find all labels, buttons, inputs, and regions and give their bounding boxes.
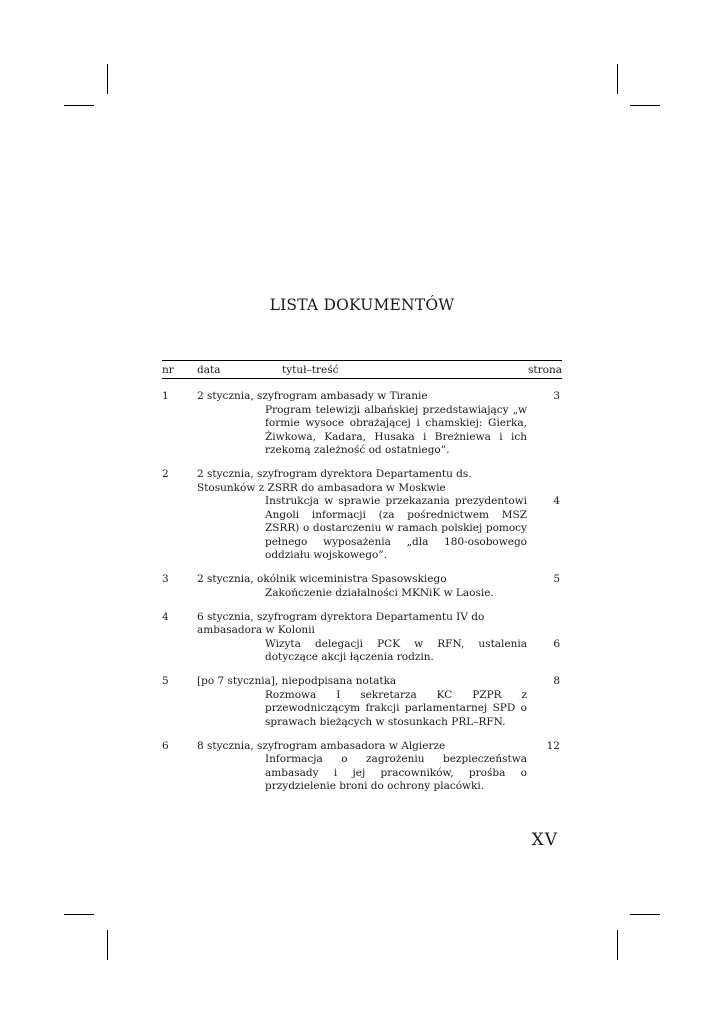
entry-content: Zakończenie działalności MKNiK w Laosie. bbox=[265, 586, 494, 599]
crop-mark bbox=[64, 914, 94, 915]
entry-page: 8 bbox=[553, 675, 560, 687]
entry-number: 3 bbox=[162, 573, 169, 585]
header-title: tytuł–treść bbox=[282, 364, 339, 376]
crop-mark bbox=[630, 914, 660, 915]
header-page: strona bbox=[528, 364, 562, 376]
entry-page: 3 bbox=[553, 390, 560, 402]
entry-date-source: 2 stycznia, okólnik wiceministra Spasowskiego bbox=[197, 573, 447, 585]
entry-page: 12 bbox=[546, 739, 560, 752]
entry-content: Wizyta delegacji PCK w RFN, ustalenia dotyczące akcji łączenia rodzin. bbox=[265, 637, 527, 663]
crop-mark bbox=[64, 105, 94, 106]
page-title: LISTA DOKUMENTÓW bbox=[269, 296, 455, 314]
entry-content: Instrukcja w sprawie przekazania prezydentowi Angoli informacji (za pośrednictwem MSZ ZSRR) o dostarczeniu w ramach polskiej pomocy pełnego wyposażenia „dla 180-osobowego oddziału wojskowego”. bbox=[265, 495, 527, 561]
header-date: data bbox=[197, 364, 221, 376]
document-entry bbox=[162, 675, 562, 729]
entry-content: Program telewizji albańskiej przedstawiający „w formie wysoce obrażającej i chamskiej: Gierka, Żiwkowa, Kadara, Husaka i Breżniewa i ich rzekomą zależność od ostatniego”. bbox=[265, 403, 527, 456]
entry-date-source: 2 stycznia, szyfrogram dyrektora Departamentu ds. Stosunków z ZSRR do ambasadora w Moskwie bbox=[197, 468, 472, 494]
crop-mark bbox=[617, 64, 618, 94]
entry-date-source: [po 7 stycznia], niepodpisana notatka bbox=[197, 675, 397, 687]
document-list bbox=[162, 390, 562, 804]
entry-date-source: 6 stycznia, szyfrogram dyrektora Departamentu IV do ambasadora w Kolonii bbox=[197, 610, 485, 636]
crop-mark bbox=[107, 64, 108, 94]
document-entry bbox=[162, 468, 562, 563]
entry-page: 6 bbox=[553, 637, 560, 650]
header-nr: nr bbox=[162, 364, 174, 376]
entry-number: 2 bbox=[162, 468, 169, 480]
page-number: XV bbox=[531, 830, 558, 850]
entry-number: 1 bbox=[162, 390, 169, 402]
entry-number: 4 bbox=[162, 610, 169, 623]
entry-number: 5 bbox=[162, 675, 169, 687]
document-entry bbox=[162, 390, 562, 458]
entry-content: Informacja o zagrożeniu bezpieczeństwa ambasady i jej pracowników, prośba o przydzielenie broni do ochrony placówki. bbox=[265, 753, 527, 792]
document-entry bbox=[162, 740, 562, 794]
table-top-rule bbox=[162, 360, 562, 361]
entry-content: Rozmowa I sekretarza KC PZPR z przewodniczącym frakcji parlamentarnej SPD o sprawach bieżących w stosunkach PRL–RFN. bbox=[265, 688, 527, 728]
entry-page: 5 bbox=[553, 573, 560, 585]
entry-number: 6 bbox=[162, 739, 169, 752]
document-entry bbox=[162, 611, 562, 665]
entry-date-source: 2 stycznia, szyfrogram ambasady w Tiranie bbox=[197, 390, 428, 402]
entry-page: 4 bbox=[553, 495, 560, 507]
table-header-rule bbox=[162, 378, 562, 379]
document-entry bbox=[162, 573, 562, 600]
crop-mark bbox=[107, 930, 108, 960]
entry-date-source: 8 stycznia, szyfrogram ambasadora w Algierze bbox=[197, 739, 446, 752]
crop-mark bbox=[630, 105, 660, 106]
crop-mark bbox=[617, 930, 618, 960]
